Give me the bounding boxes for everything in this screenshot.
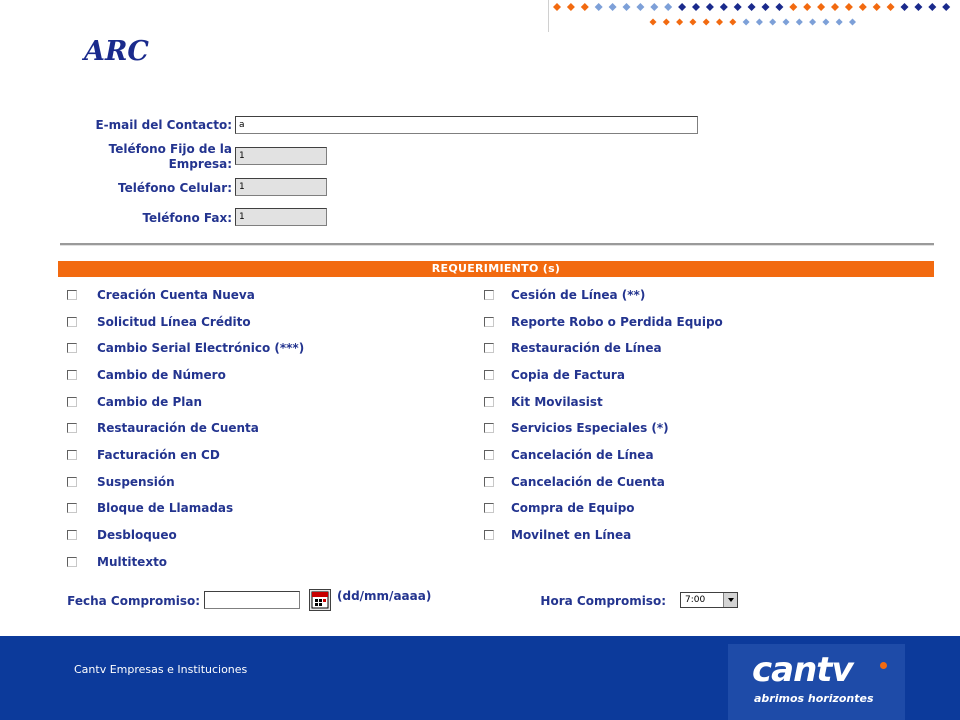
requirement-label: Restauración de Cuenta [97, 421, 259, 435]
requirement-label: Suspensión [97, 475, 175, 489]
checkbox[interactable] [67, 557, 77, 567]
phone-fixed-field[interactable] [235, 147, 327, 165]
requirement-label: Creación Cuenta Nueva [97, 288, 255, 302]
email-field[interactable] [235, 116, 698, 134]
calendar-button[interactable] [309, 589, 331, 611]
requirement-label: Cambio de Plan [97, 395, 202, 409]
checkbox[interactable] [67, 290, 77, 300]
requirement-right-1[interactable] [484, 314, 723, 330]
requirement-label: Cambio de Número [97, 368, 226, 382]
requirement-left-3[interactable] [67, 367, 226, 383]
requirement-label: Desbloqueo [97, 528, 177, 542]
checkbox[interactable] [67, 450, 77, 460]
email-label: E-mail del Contacto: [95, 118, 232, 132]
decorative-diamond-pattern [548, 0, 960, 32]
requirement-left-0[interactable] [67, 287, 255, 303]
page-title: ARC [84, 36, 149, 67]
requirement-right-9[interactable] [484, 527, 631, 543]
requirement-label: Cancelación de Línea [511, 448, 654, 462]
phone-cell-field[interactable] [235, 178, 327, 196]
checkbox[interactable] [484, 450, 494, 460]
requirements-header: REQUERIMIENTO (s) [58, 261, 934, 277]
requirement-right-6[interactable] [484, 447, 654, 463]
logo-word: cantv [752, 650, 853, 690]
requirement-right-0[interactable] [484, 287, 645, 303]
checkbox[interactable] [484, 370, 494, 380]
time-label: Hora Compromiso: [540, 594, 666, 608]
date-format-hint: (dd/mm/aaaa) [337, 589, 432, 603]
requirement-right-3[interactable] [484, 367, 625, 383]
phone-fax-field[interactable] [235, 208, 327, 226]
requirement-left-8[interactable] [67, 500, 233, 516]
requirement-right-5[interactable] [484, 420, 669, 436]
requirement-left-2[interactable] [67, 340, 304, 356]
checkbox[interactable] [484, 503, 494, 513]
phone-fixed-label [60, 142, 232, 172]
requirement-left-6[interactable] [67, 447, 220, 463]
checkbox[interactable] [67, 317, 77, 327]
requirement-label: Kit Movilasist [511, 395, 603, 409]
time-select[interactable] [680, 592, 738, 608]
checkbox[interactable] [67, 370, 77, 380]
requirement-label: Bloque de Llamadas [97, 501, 234, 515]
phone-cell-label: Teléfono Celular: [118, 181, 232, 195]
requirement-label: Cancelación de Cuenta [511, 475, 665, 489]
requirement-label: Cambio Serial Electrónico (***) [97, 341, 305, 355]
requirement-left-4[interactable] [67, 394, 202, 410]
checkbox[interactable] [67, 343, 77, 353]
requirement-left-7[interactable] [67, 474, 175, 490]
checkbox[interactable] [484, 290, 494, 300]
dropdown-arrow-icon[interactable] [723, 593, 737, 607]
requirement-right-2[interactable] [484, 340, 662, 356]
phone-fixed-label-line1: Teléfono Fijo de la [108, 142, 232, 156]
requirement-left-5[interactable] [67, 420, 259, 436]
checkbox[interactable] [67, 530, 77, 540]
date-field[interactable] [204, 591, 300, 609]
requirement-label: Restauración de Línea [511, 341, 662, 355]
checkbox[interactable] [484, 423, 494, 433]
requirement-label: Servicios Especiales (*) [511, 421, 669, 435]
requirement-left-9[interactable] [67, 527, 177, 543]
requirement-left-10[interactable] [67, 554, 167, 570]
checkbox[interactable] [484, 397, 494, 407]
requirement-right-4[interactable] [484, 394, 603, 410]
requirement-label: Movilnet en Línea [511, 528, 632, 542]
checkbox[interactable] [67, 477, 77, 487]
requirement-label: Reporte Robo o Perdida Equipo [511, 315, 723, 329]
logo-dot [880, 662, 887, 669]
requirement-label: Copia de Factura [511, 368, 625, 382]
logo-tagline: abrimos horizontes [754, 692, 874, 705]
requirement-left-1[interactable] [67, 314, 251, 330]
requirement-label: Multitexto [97, 555, 168, 569]
checkbox[interactable] [67, 503, 77, 513]
requirement-right-8[interactable] [484, 500, 635, 516]
checkbox[interactable] [484, 477, 494, 487]
time-select-value: 7:00 [685, 595, 706, 605]
date-label: Fecha Compromiso: [67, 594, 200, 608]
checkbox[interactable] [484, 343, 494, 353]
calendar-icon [310, 590, 330, 610]
requirement-right-7[interactable] [484, 474, 665, 490]
phone-fixed-label-line2: Empresa: [168, 157, 232, 171]
requirement-label: Cesión de Línea (**) [511, 288, 646, 302]
phone-fax-label: Teléfono Fax: [142, 211, 232, 225]
checkbox[interactable] [67, 397, 77, 407]
checkbox[interactable] [484, 530, 494, 540]
requirement-label: Facturación en CD [97, 448, 220, 462]
checkbox[interactable] [484, 317, 494, 327]
cantv-logo [728, 644, 905, 720]
footer-company: Cantv Empresas e Instituciones [74, 663, 248, 676]
section-divider [60, 243, 934, 246]
requirement-label: Solicitud Línea Crédito [97, 315, 251, 329]
requirement-label: Compra de Equipo [511, 501, 635, 515]
checkbox[interactable] [67, 423, 77, 433]
